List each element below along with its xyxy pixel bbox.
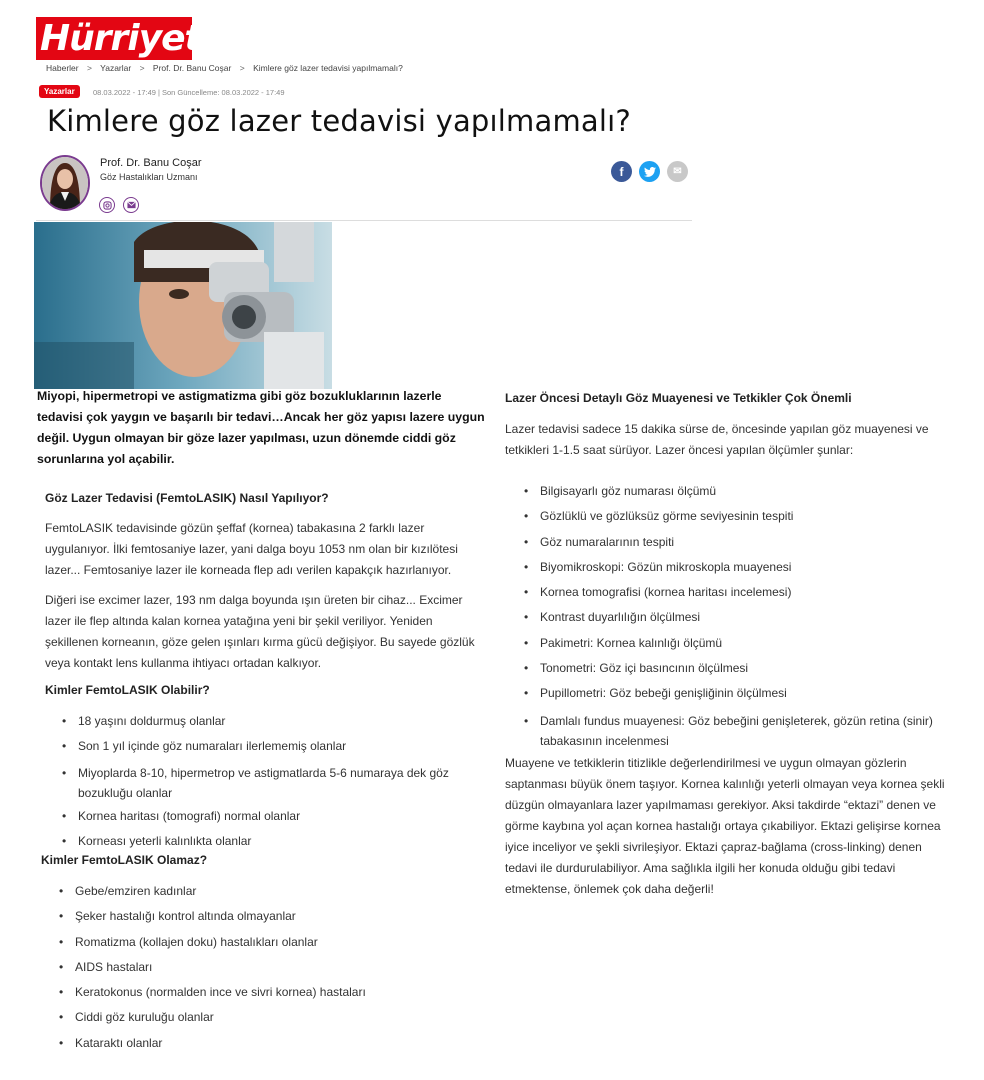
list-item: • Miyoplarda 8-10, hipermetrop ve astigmatlarda 5-6 numaraya dek göz bozukluğu olanlar bbox=[62, 763, 482, 803]
list-item: • Kornea tomografisi (kornea haritası incelemesi) bbox=[524, 584, 954, 600]
list-item: • Keratokonus (normalden ince ve sivri kornea) hastaları bbox=[59, 984, 479, 1000]
facebook-share-button[interactable] bbox=[611, 161, 632, 182]
instagram-icon[interactable] bbox=[99, 197, 115, 213]
breadcrumb-item-yazarlar[interactable]: Yazarlar bbox=[100, 63, 132, 73]
list-item: • Kornea haritası (tomografi) normal olanlar bbox=[62, 808, 482, 824]
list-item: • Kontrast duyarlılığın ölçülmesi bbox=[524, 609, 954, 625]
author-avatar[interactable] bbox=[40, 155, 90, 211]
category-badge[interactable]: Yazarlar bbox=[39, 85, 80, 98]
mail-share-button[interactable] bbox=[667, 161, 688, 182]
mail-icon: ✉ bbox=[673, 166, 682, 177]
list-item: • Şeker hastalığı kontrol altında olmayanlar bbox=[59, 908, 479, 924]
breadcrumb-separator: > bbox=[139, 63, 145, 73]
author-name[interactable]: Prof. Dr. Banu Coşar bbox=[100, 157, 202, 169]
breadcrumb-item-haberler[interactable]: Haberler bbox=[46, 63, 79, 73]
list-item: • Son 1 yıl içinde göz numaraları ilerlememiş olanlar bbox=[62, 738, 482, 754]
breadcrumb-item-current: Kimlere göz lazer tedavisi yapılmamalı? bbox=[253, 63, 403, 73]
divider bbox=[36, 220, 692, 221]
section-heading: Göz Lazer Tedavisi (FemtoLASIK) Nasıl Yapılıyor? bbox=[45, 491, 329, 505]
eligible-list bbox=[62, 713, 482, 849]
list-item: • AIDS hastaları bbox=[59, 959, 479, 975]
list-item: • Biyomikroskopi: Gözün mikroskopla muayenesi bbox=[524, 559, 954, 575]
list-item: • Gözlüklü ve gözlüksüz görme seviyesinin tespiti bbox=[524, 508, 954, 524]
published-date: 08.03.2022 - 17:49 bbox=[93, 88, 156, 97]
author-role: Göz Hastalıkları Uzmanı bbox=[100, 172, 198, 182]
list-item: • Gebe/emziren kadınlar bbox=[59, 883, 479, 899]
section-heading: Kimler FemtoLASIK Olabilir? bbox=[45, 683, 210, 697]
exam-list bbox=[524, 483, 954, 751]
paragraph: Diğeri ise excimer lazer, 193 nm dalga boyunda ışın üreten bir cihaz... Excimer lazer ile flep altında kalan kornea yatağına yeni bir şekil veriliyor. Yeniden şekillenen korneanın, göze gelen ışınları kırma gücü değişiyor. Bu sayede gözlük veya kontakt lens kullanma ihtiyacı ortadan kalkıyor. bbox=[45, 593, 475, 670]
breadcrumb-item-author[interactable]: Prof. Dr. Banu Coşar bbox=[152, 63, 232, 73]
paragraph: FemtoLASIK tedavisinde gözün şeffaf (kornea) tabakasına 2 farklı lazer uygulanıyor. İlki femtosaniye lazer, yani dalga boyu 1053 nm olan bir kızılötesi lazer... Femtosaniye lazer ile korneada flep adı verilen kapakçık hazırlanıyor. bbox=[45, 521, 458, 577]
twitter-icon bbox=[644, 167, 656, 177]
facebook-icon: f bbox=[619, 164, 624, 179]
list-item: • Tonometri: Göz içi basıncının ölçülmesi bbox=[524, 660, 954, 676]
list-item: • Göz numaralarının tespiti bbox=[524, 534, 954, 550]
article-dates: 08.03.2022 - 17:49 | Son Güncelleme: 08.03.2022 - 17:49 bbox=[93, 88, 285, 97]
breadcrumb-separator: > bbox=[86, 63, 92, 73]
list-item: • Pupillometri: Göz bebeği genişliğinin ölçülmesi bbox=[524, 685, 954, 701]
list-item: • Ciddi göz kuruluğu olanlar bbox=[59, 1009, 479, 1025]
mail-icon[interactable] bbox=[123, 197, 139, 213]
breadcrumb bbox=[46, 63, 403, 73]
list-item: • Korneası yeterli kalınlıkta olanlar bbox=[62, 833, 482, 849]
ineligible-list bbox=[59, 883, 479, 1051]
list-item: • 18 yaşını doldurmuş olanlar bbox=[62, 713, 482, 729]
page-title: Kimlere göz lazer tedavisi yapılmamalı? bbox=[47, 104, 631, 138]
list-item: • Damlalı fundus muayenesi: Göz bebeğini genişleterek, gözün retina (sinir) tabakasının incelenmesi bbox=[524, 711, 954, 751]
list-item: • Romatizma (kollajen doku) hastalıkları olanlar bbox=[59, 934, 479, 950]
twitter-share-button[interactable] bbox=[639, 161, 660, 182]
article-lead: Miyopi, hipermetropi ve astigmatizma gibi göz bozukluklarının lazerle tedavisi çok yaygın ve başarılı bir tedavi…Ancak her göz yapısı lazere uygun değil. Uygun olmayan bir göze lazer yapılması, uzun dönemde ciddi göz sorunlarına yol açabilir. bbox=[37, 389, 485, 466]
paragraph: Lazer tedavisi sadece 15 dakika sürse de, öncesinde yapılan göz muayenesi ve tetkikleri 1-1.5 saat sürüyor. Lazer öncesi yapılan ölçümler şunlar: bbox=[505, 422, 929, 457]
list-item: • Pakimetri: Kornea kalınlığı ölçümü bbox=[524, 635, 954, 651]
updated-date: Son Güncelleme: 08.03.2022 - 17:49 bbox=[161, 88, 285, 97]
list-item: • Kataraktı olanlar bbox=[59, 1035, 479, 1051]
breadcrumb-separator: > bbox=[239, 63, 245, 73]
paragraph: Muayene ve tetkiklerin titizlikle değerlendirilmesi ve uygun olmayan gözlerin saptanması büyük önem taşıyor. Kornea kalınlığı yeterli olmayan veya kornea şekli düzgün olmayanlara lazer yapılmaması gerekiyor. Aksi takdirde “ektazi” denen ve görme kaybına yol açan kornea hastalığı ortaya çıkabiliyor. Ektazi gelişirse kornea iyice inceliyor ve şekli sivrileşiyor. Ektazi çapraz-bağlama (cross-linking) denen tedavi ile durdurulabiliyor. Ama sağlıkla ilgili her konuda olduğu gibi tedavi etmektense, önlemek çok daha değerli! bbox=[505, 756, 945, 896]
section-heading: Lazer Öncesi Detaylı Göz Muayenesi ve Tetkikler Çok Önemli bbox=[505, 391, 852, 405]
section-heading: Kimler FemtoLASIK Olamaz? bbox=[41, 853, 208, 867]
list-item: • Bilgisayarlı göz numarası ölçümü bbox=[524, 483, 954, 499]
site-logo[interactable]: Hürriyet bbox=[36, 17, 192, 60]
hero-image bbox=[34, 222, 332, 389]
